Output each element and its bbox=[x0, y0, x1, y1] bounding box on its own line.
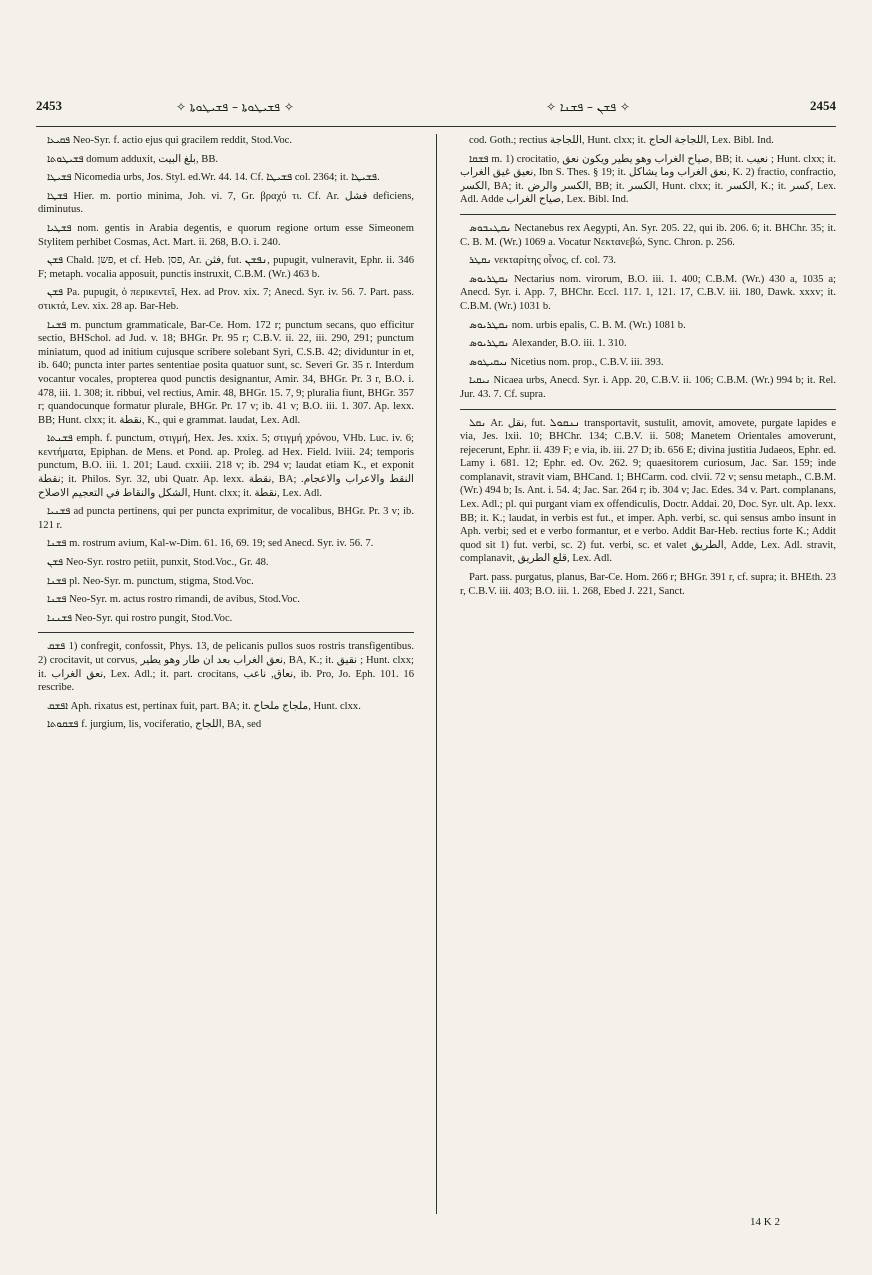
entry-text: Aph. rixatus est, pertinax fuit, part. BA; it. ملجاج ملحاح, Hunt. clxx. bbox=[70, 700, 361, 712]
right-column-entries bbox=[460, 134, 836, 207]
entry-text: Nectarius nom. virorum, B.O. iii. 1. 400; C.B.M. (Wr.) 430 a, 1035 a; Anecd. Syr. i. App. 7, BHChr. Eccl. 117. 1, 121. 17, C.B.V. iii. 180, Dawk. xxxv; it. C.B.M. (Wr.) 1031 b. bbox=[460, 273, 836, 312]
dictionary-entry bbox=[38, 286, 414, 313]
dictionary-entry bbox=[38, 640, 414, 694]
entry-text: Alexander, B.O. iii. 1. 310. bbox=[511, 338, 627, 350]
entry-text: Neo-Syr. f. actio ejus qui gracilem reddit, Stod.Voc. bbox=[72, 135, 293, 146]
entry-headword: ܦܫܢܐ bbox=[47, 538, 67, 550]
left-running-head: ✧ ܦܫܝܛܘܬܐ – ܦܫܝܛܘܬܐ ✧ bbox=[176, 100, 294, 114]
section-divider bbox=[38, 632, 414, 633]
entry-text: cod. Goth.; rectius اللجاجة, Hunt. clxx; it. اللجاجة الحاج, Lex. Bibl. Ind. bbox=[469, 135, 774, 146]
entry-headword: ܦܫܢܐ bbox=[47, 319, 67, 331]
entry-headword: ܦܫܢܐ bbox=[47, 575, 67, 587]
dictionary-entry bbox=[38, 612, 414, 626]
dictionary-entry bbox=[38, 593, 414, 607]
page-header bbox=[36, 98, 836, 120]
entry-headword: ܦܫܢ bbox=[47, 557, 64, 569]
entry-headword: ܦܫܛܝܐ bbox=[47, 222, 72, 234]
dictionary-entry bbox=[38, 505, 414, 532]
entry-text: Ar. نقل, fut. ܢܢܩܘܠ transportavit, sustulit, amovit, amovete, purgate lapides e via, Jes. lxii. 10; BHChr. 134; C.B.V. ii. 508; Manetem Orientales amoverunt, rejecerunt, Ephr. ii. 439 F; e via, ib. iii. 27 D; ib. 656 E; divina justitia Judaeos, Ephr. ed. Lamy i. 681. 12; Ephr. ed. Ov. 262. 9; quaesitorem curiosum, Jac. Sar. 159; inde complanavit, stravit viam, BHCand. 1; BHCarm. cod. clvii. 72 v; sensu metaph., C.B.M. (Wr.) 494 b; Is. Ant. i. 54. 4; Jac. Sar. 264 r; ib. 304 v; Jac. Edes. 34 v. Part. complanans, Lex. Adl.; pl. qui purgant viam ex offendiculis, Doctr. Addai. 20, Doc. Syr. ult. Ap. lexx. BB; it. K.; laudat, in verbis est fut., et imper. Aph. verbi, sc. qui sensus ambo insunt in Aph. verbi; sed et e verbo formantur, et e verbo. Addit Bar-Heb. rectius forte K.; Addit quod sit 1) fut. verbi, sc. 2) fut. verbi, sc. et valet الطريق, Adde, Lex. Adl. stravit, complanavit, قلع الطريق, Lex. Adl. bbox=[460, 417, 836, 565]
entry-headword: ܦܫܢܐ bbox=[47, 594, 67, 606]
entry-headword: ܢܩܠ bbox=[469, 417, 487, 429]
left-page-number: 2453 bbox=[36, 98, 62, 113]
entry-text: Neo-Syr. rostro petiit, punxit, Stod.Voc., Gr. 48. bbox=[65, 557, 269, 569]
entry-headword: ܦܫܝܛܘܬܐ bbox=[47, 153, 84, 165]
left-column-lower-entries bbox=[38, 640, 414, 732]
right-column bbox=[460, 134, 836, 1214]
entry-headword: ܦܫܢܢܐ bbox=[47, 612, 73, 624]
entry-text: emph. f. punctum, στιγμή, Hex. Jes. xxix. 5; στιγμή χρόνου, VHb. Luc. iv. 6; κεντήματα, Epiphan. de Mens. et Pond. ap. Proleg. ad Hex. Field. lviii. 24; temporis punctum, B.O. iii. 1. 201; Laud. cxxiii. 218 v; ib. 294 v; laudat etiam K., et exponit نقطة; it. Philos. Syr. 32, ubi Quatr. Ap. lexx. نقطة, BA; النقط والاعراب والاعجام. الشكل والنقاط في التعجيم الاصلاح, Hunt. clxx; it. نقطة, Lex. Adl. bbox=[38, 433, 414, 499]
dictionary-entry bbox=[38, 190, 414, 217]
dictionary-entry bbox=[38, 718, 414, 732]
dictionary-entry bbox=[38, 556, 414, 570]
dictionary-entry bbox=[460, 374, 836, 401]
entry-headword: ܦܫܩܘܬܐ bbox=[47, 719, 79, 731]
right-column-mid-entries bbox=[460, 222, 836, 402]
entry-headword: ܢܩܛܪܝܘܣ bbox=[469, 273, 510, 285]
dictionary-entry bbox=[38, 432, 414, 500]
entry-text: nom. urbis epalis, C. B. M. (Wr.) 1081 b. bbox=[511, 319, 686, 331]
dictionary-entry bbox=[38, 222, 414, 249]
header-rule bbox=[36, 126, 836, 127]
entry-text: m. punctum grammaticale, Bar-Ce. Hom. 172 r; punctum secans, quo efficitur sectio, BHSchol. ad Jud. v. 18; BHGr. Pr. 95 r; C.B.V. ii. 22, iii. 290, 291; punctum miniatum, quod ad initium cujusque scribere solebant Syri, C.S.B. 42; dividuntur in et, ib. 640; puncta inter partes sententiae posita quatuor sunt, sc. Severi Gr. 35 r. Interdum vocantur vocales, propterea quod punctis designantur, Amir. 34, BHGr. Pr. 3 r, B.O. i. 478, iii. 1. 308; it. ribbui, vel rectius, Amir. 48, BHGr. 15. 7, 9; pluralia fiunt, BHGr. 357 r; quandocunque formatur plurale, BHGr. Pr. 17 v; ib. 41 v; B.O. iii. 1. 307. Ap. lexx. BB; Hunt. clxx; it. نقطة, K., qui e grammat. laudat, Lex. Adl. bbox=[38, 319, 414, 426]
entry-text: f. jurgium, lis, vociferatio, اللجاج, BA, sed bbox=[81, 719, 262, 731]
entry-headword: ܢܩܛܪܝܘܣ bbox=[469, 319, 510, 331]
entry-text: Nicomedia urbs, Jos. Styl. ed.Wr. 44. 14. Cf. ܦܫܝܛܐ col. 2364; it. ܦܫܝܛܐ. bbox=[74, 172, 380, 184]
signature-mark: 14 K 2 bbox=[750, 1216, 780, 1228]
entry-text: Pa. pupugit, ὁ περικεντεῖ, Hex. ad Prov. xix. 7; Anecd. Syr. iv. 56. 7. Part. pass. στικτά, Lev. xix. 28 ap. Bar-Heb. bbox=[38, 287, 414, 312]
entry-headword: ܦܫܢܬܐ bbox=[47, 433, 73, 445]
right-page-number: 2454 bbox=[810, 98, 836, 113]
entry-headword: ܦܫܝܛܐ bbox=[47, 172, 72, 184]
dictionary-entry bbox=[38, 153, 414, 167]
section-divider bbox=[460, 214, 836, 215]
dictionary-entry bbox=[460, 417, 836, 567]
entry-text: m. rostrum avium, Kal-w-Dim. 61. 16, 69. 19; sed Anecd. Syr. iv. 56. 7. bbox=[69, 538, 374, 550]
right-column-lower-entries bbox=[460, 417, 836, 599]
entry-text: Chald. פשן, et cf. Heb. פסן, Ar. فثن, fut. ܢܦܫܢ, pupugit, vulneravit, Ephr. ii. 346 F; metaph. vocalia apposuit, punctis instruxit, C.B.M. (Wr.) 463 b. bbox=[38, 255, 414, 280]
entry-text: Nicaea urbs, Anecd. Syr. i. App. 20, C.B.V. ii. 106; C.B.M. (Wr.) 994 b; it. Rel. Jur. 43. 7. Cf. supra. bbox=[460, 375, 836, 400]
entry-headword: ܦܫܢܝܐ bbox=[47, 506, 71, 518]
entry-headword: ܢܝܩܝܐ bbox=[469, 375, 491, 387]
entry-headword: ܦܫܢ bbox=[47, 287, 64, 299]
dictionary-entry bbox=[460, 319, 836, 333]
dictionary-entry bbox=[38, 134, 414, 148]
entry-text: Hier. m. portio minima, Joh. vi. 7, Gr. βραχύ τι. Cf. Ar. فشل deficiens, diminutus. bbox=[38, 190, 414, 216]
entry-headword: ܢܩܛܪܝܘܣ bbox=[469, 338, 510, 350]
dictionary-entry bbox=[460, 356, 836, 370]
dictionary-entry bbox=[38, 537, 414, 551]
column-divider bbox=[436, 134, 437, 1214]
dictionary-entry bbox=[38, 319, 414, 428]
entry-text: Nicetius nom. prop., C.B.V. iii. 393. bbox=[510, 356, 664, 368]
dictionary-entry bbox=[38, 575, 414, 589]
entry-text: m. 1) crocitatio, صياح الغراب وهو يطير ويكون نعق, BB; it. نعيب ; Hunt. clxx; it. نعيق غيق الغراب, Ibn S. Thes. § 19; it. نعق الغراب وما يشاكل, K. 2) fractio, confractio, الكسر, BA; it. الكسر والرض, BB; it. الكسر, Hunt. clxx; it. الكسر, K.; it. كسر, Lex. Adl. Adde صياح الغراب, Lex. Bibl. Ind. bbox=[460, 153, 836, 206]
entry-text: Part. pass. purgatus, planus, Bar-Ce. Hom. 266 r; BHGr. 391 r, cf. supra; it. BHEth. 23 r, C.B.V. iii. 403; B.O. iii. 1. 268, Ebed J. 221, Sanct. bbox=[460, 572, 836, 597]
entry-headword: ܦܫܢ bbox=[47, 255, 64, 267]
dictionary-entry bbox=[38, 700, 414, 714]
dictionary-entry bbox=[460, 273, 836, 314]
dictionary-entry bbox=[38, 254, 414, 281]
entry-headword: ܦܩܝܥܐ bbox=[47, 135, 71, 146]
entry-headword: ܐܦܫܩ bbox=[47, 700, 68, 712]
entry-headword: ܦܫܛܐ bbox=[47, 190, 68, 202]
entry-text: νεκταρίτης οἶνος, cf. col. 73. bbox=[494, 255, 617, 267]
entry-headword: ܢܩܛܪ bbox=[469, 255, 492, 267]
dictionary-entry bbox=[460, 222, 836, 249]
dictionary-entry bbox=[460, 153, 836, 207]
entry-headword: ܦܫܩܐ bbox=[469, 153, 489, 165]
entry-headword: ܦܫܩ bbox=[47, 641, 66, 653]
entry-text: 1) confregit, confossit, Phys. 13, de pelicanis pullos suos rostris transfigentibus. 2) crocitavit, ut corvus, نعق الغراب بعد ان طار وهو يطير, BA, K.; it. نقيق ; Hunt. clxx; it. نعق الغراب, Lex. Adl.; it. part. crocitans, نعاق, ناعب, ib. Pro, Jo. Eph. 101. 16 rescribe. bbox=[38, 641, 414, 694]
dictionary-entry bbox=[38, 171, 414, 185]
entry-headword: ܢܩܛܢܒܘܣ bbox=[469, 222, 512, 234]
entry-text: ad puncta pertinens, qui per puncta exprimitur, de vocalibus, BHGr. Pr. 3 v; ib. 121 r. bbox=[38, 506, 414, 531]
dictionary-entry bbox=[460, 254, 836, 268]
left-column bbox=[38, 134, 414, 1214]
entry-text: Neo-Syr. qui rostro pungit, Stod.Voc. bbox=[74, 612, 233, 624]
entry-text: nom. gentis in Arabia degentis, e quorum regione ortum esse Simeonem Stylitem perhibet Cosmas, Act. Mart. ii. 268, B.O. i. 240. bbox=[38, 222, 414, 248]
entry-text: domum adduxit, بلغ البيت, BB. bbox=[86, 153, 219, 165]
right-running-head: ✧ ܦܫܢ – ܦܫܢܐ ✧ bbox=[546, 100, 630, 114]
entry-text: pl. Neo-Syr. m. punctum, stigma, Stod.Voc. bbox=[69, 575, 254, 587]
left-column-entries bbox=[38, 134, 414, 625]
dictionary-entry bbox=[460, 571, 836, 598]
entry-text: Neo-Syr. m. actus rostro rimandi, de avibus, Stod.Voc. bbox=[69, 594, 300, 606]
section-divider bbox=[460, 409, 836, 410]
entry-headword: ܢܝܩܝܛܘܣ bbox=[469, 356, 508, 368]
dictionary-entry bbox=[460, 134, 836, 148]
entry-text: Nectanebus rex Aegypti, An. Syr. 205. 22, qui ib. 206. 6; it. BHChr. 35; it. C. B. M. (Wr.) 1069 a. Vocatur Νεκτανεβώ, Sync. Chron. p. 256. bbox=[460, 222, 836, 248]
dictionary-entry bbox=[460, 337, 836, 351]
